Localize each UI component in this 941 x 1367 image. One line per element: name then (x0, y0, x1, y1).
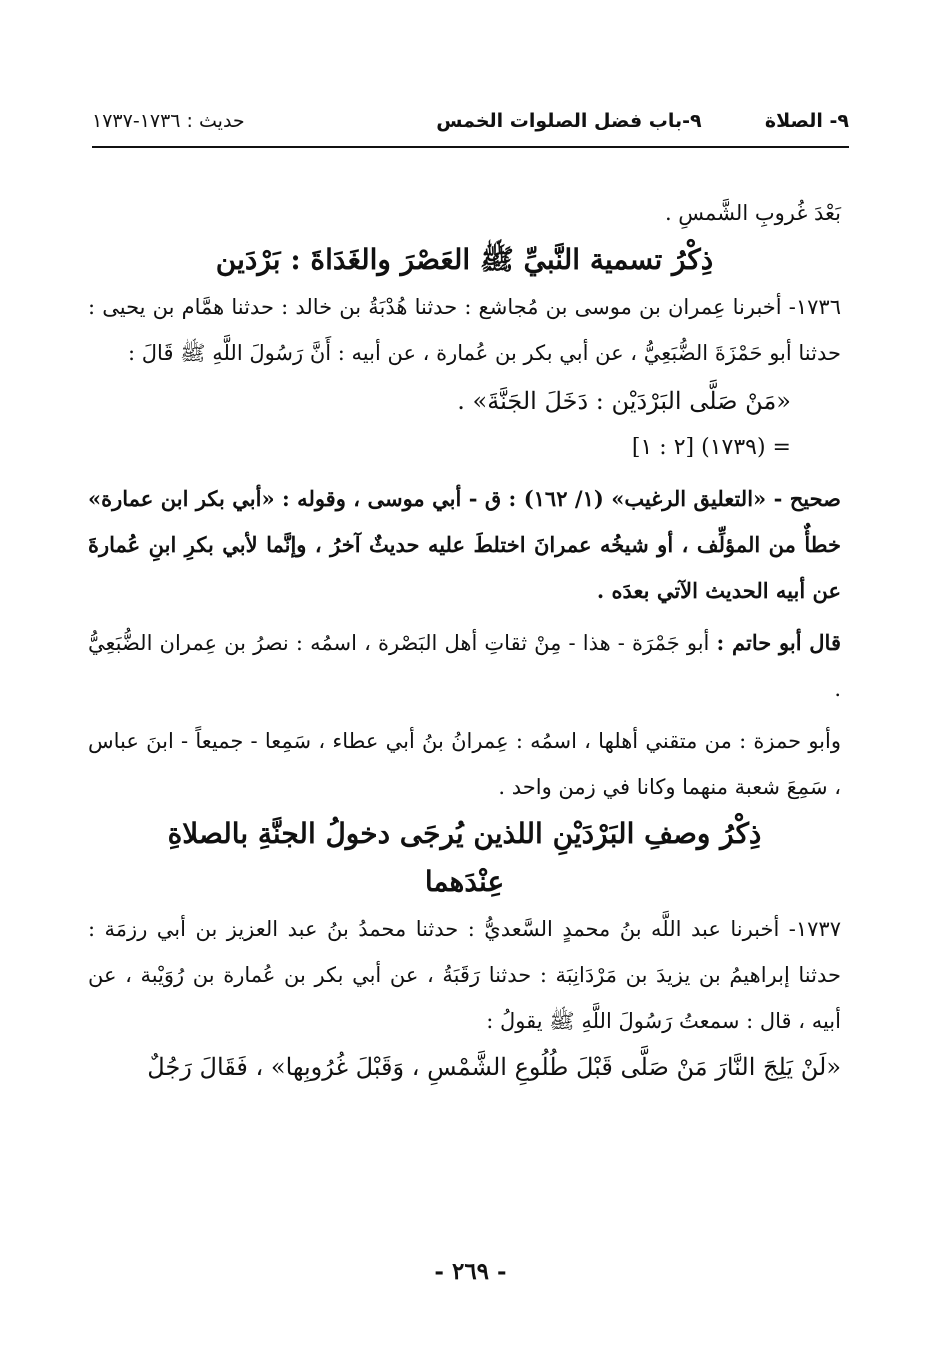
running-header (92, 104, 849, 144)
hadith-1737-matn: «لَنْ يَلِجَ النَّارَ مَنْ صَلَّى قَبْلَ طُلُوعِ الشَّمْسِ ، وَقَبْلَ غُرُوبِها» ، فَقَالَ رَجُلٌ (147, 1053, 841, 1081)
hadith-1736-isnad: ١٧٣٦- أخبرنا عِمران بن موسى بن مُجاشع : حدثنا هُدْبَةُ بن خالد : حدثنا همَّام بن يحيى : حدثنا أبو حَمْزَةَ الضُّبَعِيُّ ، عن أبي بكر بن عُمارة ، عن أبيه : أَنَّ رَسُولَ اللَّهِ ﷺ قَالَ : (88, 295, 841, 365)
header-chapter: ٩- الصلاة (764, 110, 849, 132)
abu-hatim-text: أبو جَمْرَة - هذا - مِنْ ثقاتِ أهل البَصْرة ، اسمُه : نصرُ بن عِمران الضُّبَعِيُّ . (88, 631, 841, 701)
abu-hamza-comment: وأبو حمزة : من متقني أهلها ، اسمُه : عِمرانُ بنُ أبي عطاء ، سَمِعا - جميعاً - ابنَ عباس ، سَمِعَ شعبة منهما وكانا في زمن واحد . (88, 729, 841, 799)
header-chapter-section (436, 110, 849, 132)
page-number: - ٢٦٩ - (434, 1258, 507, 1285)
hadith-1736-matn: «مَنْ صَلَّى البَرْدَيْن : دَخَلَ الجَنَّةَ» . (457, 387, 791, 415)
section-heading-2-line-1: ذِكْرُ وصفِ البَرْدَيْنِ اللذين يُرجَى دخولُ الجنَّةِ بالصلاةِ (167, 817, 762, 850)
section-heading-1: ذِكْرُ تسمية النَّبيِّ ﷺ العَصْرَ والغَدَاةَ : بَرْدَين (215, 243, 714, 276)
header-section: ٩-باب فضل الصلوات الخمس (436, 110, 702, 132)
header-rule (92, 146, 849, 148)
hadith-1737-isnad: ١٧٣٧- أخبرنا عبد اللَّه بنُ محمدٍ السَّعديُّ : حدثنا محمدُ بنُ عبد العزيز بن أبي رزمَة : حدثنا إبراهيمُ بن يزيدَ بن مَرْدَانِبَة : حدثنا رَقَبَةُ ، عن أبي بكر بن عُمارة بن رُوَيْبة ، عن أبيه ، قال : سمعتُ رَسُولَ اللَّهِ ﷺ يقولُ : (88, 917, 841, 1033)
hadith-1736-grading: صحيح - «التعليق الرغيب» (١/ ١٦٢) : ق - أبي موسى ، وقوله : «أبي بكر ابن عمارة» خطأٌ من المؤلِّف ، أو شيخُه عمرانَ اختلطَ عليه حديثٌ آخرُ ، وإنَّما لأبي بكرِ ابنِ عُمارةَ عن أبيه الحديث الآتي بعدَه . (88, 486, 841, 603)
cross-reference: = (١٧٣٩) [٢ : ١] (631, 435, 791, 460)
header-hadith-range: حديث : ١٧٣٦-١٧٣٧ (92, 110, 245, 132)
continuation-line: بَعْدَ غُروبِ الشَّمسِ . (664, 201, 841, 225)
page-body (88, 190, 841, 1090)
abu-hatim-comment (88, 620, 841, 712)
abu-hatim-label: قال أبو حاتم : (716, 630, 841, 655)
section-heading-2-line-2: عِنْدَهما (424, 865, 505, 898)
